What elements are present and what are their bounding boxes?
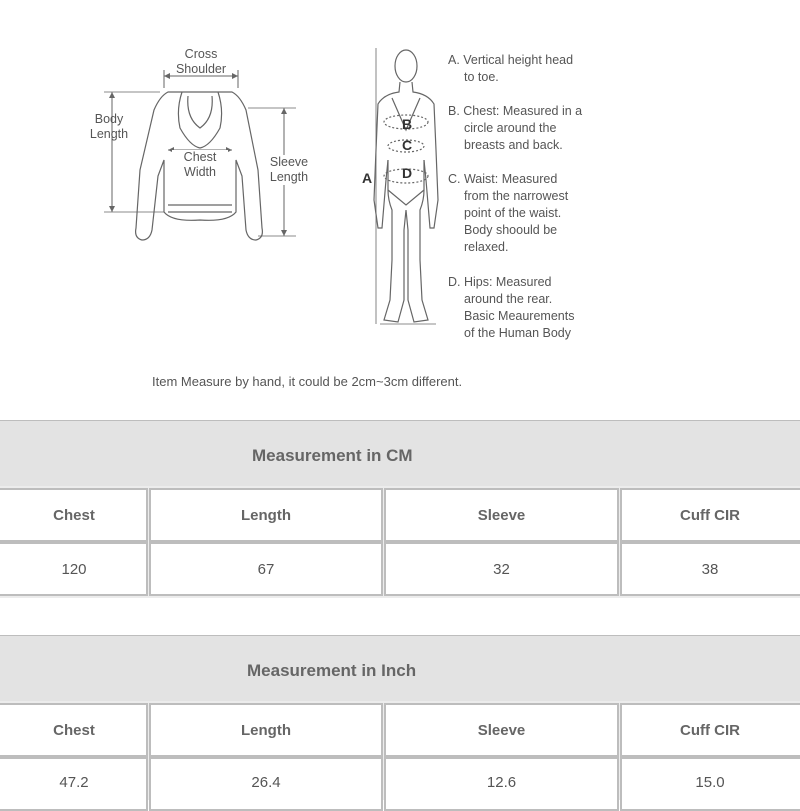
- cm-table-title: Measurement in CM: [252, 446, 413, 465]
- inch-header-chest: Chest: [0, 703, 148, 757]
- definition-b-line: B. Chest: Measured in a: [448, 104, 583, 118]
- sleeve-length-label: [262, 155, 316, 185]
- definition-d: [448, 274, 574, 342]
- marker-c: C: [402, 137, 413, 153]
- definition-a: [448, 52, 573, 86]
- definition-b: [448, 103, 582, 154]
- sleeve-length-label-line1: Sleeve: [269, 155, 309, 169]
- definition-c-line: Body shoould be: [464, 223, 558, 237]
- definition-d-line: Basic Meaurements: [464, 309, 575, 323]
- inch-value-length: 26.4: [149, 757, 383, 811]
- inch-header-sleeve: Sleeve: [384, 703, 619, 757]
- cross-shoulder-label-line1: Cross: [184, 47, 218, 61]
- definition-b-line: breasts and back.: [464, 138, 563, 152]
- marker-b: B: [402, 116, 413, 132]
- definition-d-line: of the Human Body: [464, 326, 572, 340]
- definition-c-line: C. Waist: Measured: [448, 172, 558, 186]
- definition-a-line: A. Vertical height head: [448, 53, 574, 67]
- definition-d-line: D. Hips: Measured: [448, 275, 552, 289]
- inch-value-chest: 47.2: [0, 757, 148, 811]
- cm-table-title-bar: [0, 420, 800, 492]
- cm-value-sleeve: 32: [384, 542, 619, 596]
- inch-header-cuff-cir: Cuff CIR: [620, 703, 800, 757]
- cm-header-chest: Chest: [0, 488, 148, 542]
- definition-c: [448, 171, 568, 256]
- cm-value-chest: 120: [0, 542, 148, 596]
- body-length-label: [84, 112, 134, 142]
- measurement-note: Item Measure by hand, it could be 2cm~3cm different.: [152, 374, 463, 389]
- marker-a: A: [362, 170, 373, 186]
- body-length-label-line2: Length: [89, 127, 129, 141]
- definition-c-line: point of the waist.: [464, 206, 562, 220]
- definition-c-line: from the narrowest: [464, 189, 569, 203]
- inch-value-sleeve: 12.6: [384, 757, 619, 811]
- definition-b-line: circle around the: [464, 121, 557, 135]
- inch-table-title: Measurement in Inch: [247, 661, 417, 680]
- body-length-label-line1: Body: [94, 112, 124, 126]
- body-figure-illustration: [374, 50, 438, 322]
- definition-d-line: around the rear.: [464, 292, 553, 306]
- cm-header-length: Length: [149, 488, 383, 542]
- sleeve-length-label-line2: Length: [269, 170, 309, 184]
- definition-a-line: to toe.: [464, 70, 499, 84]
- marker-d: D: [402, 165, 413, 181]
- cm-value-cuff-cir: 38: [620, 542, 800, 596]
- chest-width-label-line1: Chest: [183, 150, 217, 164]
- cm-header-sleeve: Sleeve: [384, 488, 619, 542]
- cross-shoulder-label-line2: Shoulder: [175, 62, 227, 76]
- inch-header-length: Length: [149, 703, 383, 757]
- cm-header-cuff-cir: Cuff CIR: [620, 488, 800, 542]
- chest-width-label-line2: Width: [184, 165, 216, 179]
- cross-shoulder-label: [166, 47, 236, 77]
- definition-c-line: relaxed.: [464, 240, 509, 254]
- inch-value-cuff-cir: 15.0: [620, 757, 800, 811]
- cm-value-length: 67: [149, 542, 383, 596]
- chest-width-label: [172, 150, 228, 180]
- inch-table-title-bar: [0, 635, 800, 707]
